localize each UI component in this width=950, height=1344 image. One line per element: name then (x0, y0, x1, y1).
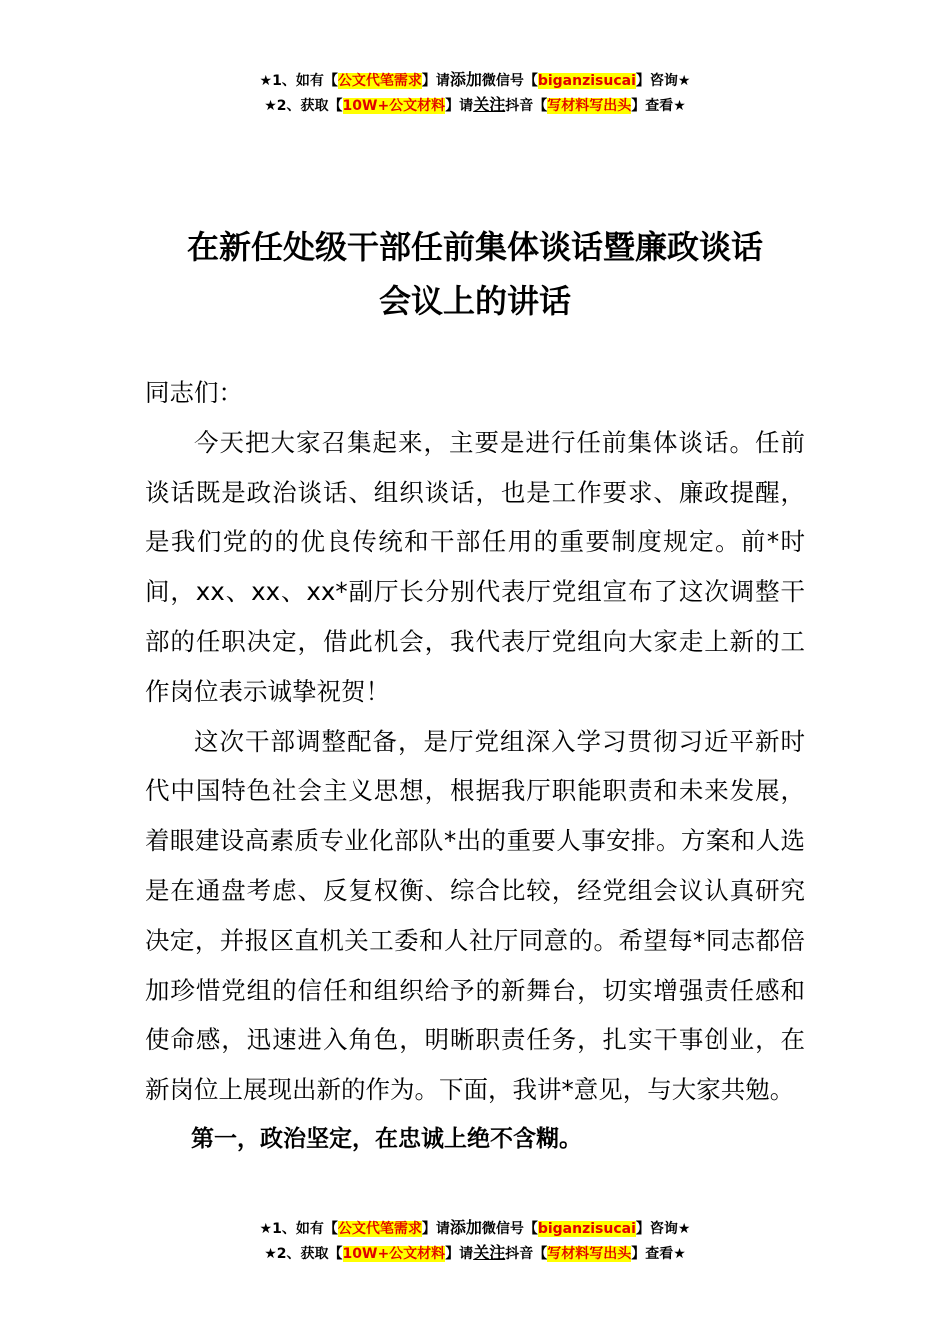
ad-highlight: 写材料写出头 (547, 1246, 632, 1262)
ad-text: ★1、如有【 (259, 73, 338, 89)
title-line-2: 会议上的讲话 (378, 282, 571, 320)
ad-text: 】请 (421, 73, 450, 89)
ad-text: 抖音【 (505, 1246, 548, 1262)
ad-line-1 (0, 68, 950, 93)
ad-text: 】请 (445, 1246, 474, 1262)
ad-line-2 (0, 1241, 950, 1266)
document-body (145, 368, 805, 1165)
bottom-ad-banner (0, 1216, 950, 1266)
ad-emphasis: 关注 (473, 95, 506, 114)
ad-text: 抖音【 (505, 98, 548, 114)
ad-text: 】查看★ (631, 98, 686, 114)
ad-emphasis: 添加 (449, 70, 482, 89)
ad-text: 微信号【 (481, 1221, 538, 1237)
ad-line-2 (0, 93, 950, 118)
ad-highlight: 写材料写出头 (547, 98, 632, 114)
ad-highlight: biganzisucai (537, 1221, 636, 1237)
paragraph-2: 这次干部调整配备，是厅党组深入学习贯彻习近平新时代中国特色社会主义思想，根据我厅职能职责和未来发展，着眼建设高素质专业化部队*出的重要人事安排。方案和人选是在通盘考虑、反复权衡、综合比较，经党组会议认真研究决定，并报区直机关工委和人社厅同意的。希望每*同志都倍加珍惜党组的信任和组织给予的新舞台，切实增强责任感和使命感，迅速进入角色，明晰职责任务，扎实干事创业，在新岗位上展现出新的作为。下面，我讲*意见，与大家共勉。 (145, 726, 805, 1105)
document-title (0, 220, 950, 328)
ad-text: ★1、如有【 (259, 1221, 338, 1237)
ad-text: 】请 (445, 98, 474, 114)
ad-highlight: 10W+公文材料 (342, 1246, 446, 1262)
ad-text: ★2、获取【 (264, 1246, 343, 1262)
ad-highlight: biganzisucai (537, 73, 636, 89)
top-ad-banner (0, 68, 950, 118)
ad-highlight: 10W+公文材料 (342, 98, 446, 114)
paragraph-1: 今天把大家召集起来，主要是进行任前集体谈话。任前谈话既是政治谈话、组织谈话，也是工作要求、廉政提醒，是我们党的的优良传统和干部任用的重要制度规定。前*时间，xx、xx、xx*副厅长分别代表厅党组宣布了这次调整干部的任职决定，借此机会，我代表厅党组向大家走上新的工作岗位表示诚挚祝贺！ (145, 427, 805, 706)
ad-text: 】咨询★ (635, 1221, 691, 1237)
ad-text: 】咨询★ (635, 73, 691, 89)
ad-emphasis: 关注 (473, 1243, 506, 1262)
ad-highlight: 公文代笔需求 (337, 73, 422, 89)
salutation: 同志们： (145, 378, 243, 407)
ad-emphasis: 添加 (449, 1218, 482, 1237)
ad-text: 】请 (421, 1221, 450, 1237)
ad-highlight: 公文代笔需求 (337, 1221, 422, 1237)
title-line-1: 在新任处级干部任前集体谈话暨廉政谈话 (186, 228, 763, 266)
ad-text: 】查看★ (631, 1246, 686, 1262)
ad-text: 微信号【 (481, 73, 538, 89)
ad-text: ★2、获取【 (264, 98, 343, 114)
section-heading: 第一，政治坚定，在忠诚上绝不含糊。 (191, 1125, 582, 1152)
ad-line-1 (0, 1216, 950, 1241)
